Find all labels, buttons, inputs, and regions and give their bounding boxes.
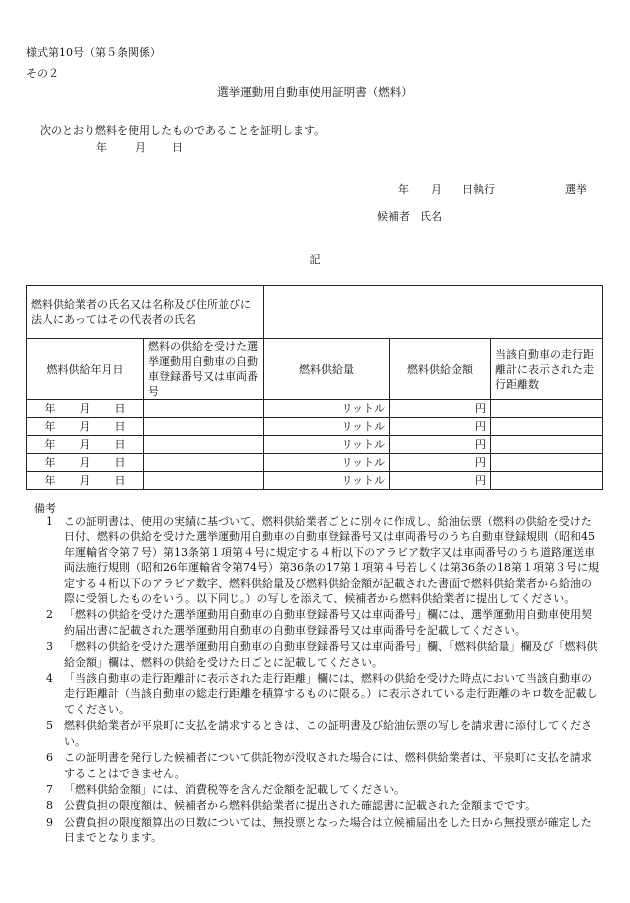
date-cell[interactable]: 年 月 日: [27, 454, 144, 472]
notes-list: [46, 514, 602, 847]
table-row: [27, 472, 603, 490]
header-vehicle: 燃料の供給を受けた選挙運動用自動車の自動車登録番号又は車両番号: [144, 339, 264, 400]
amount-cell[interactable]: リットル: [264, 400, 390, 418]
distance-cell[interactable]: [491, 454, 603, 472]
supplier-row: [27, 286, 603, 339]
date-cell[interactable]: 年 月 日: [27, 400, 144, 418]
table-header-row: [27, 339, 603, 400]
note-item: [46, 815, 602, 846]
note-item: [46, 718, 602, 749]
table-row: [27, 454, 603, 472]
header-price: 燃料供給金額: [390, 339, 491, 400]
note-number: 4: [46, 672, 53, 686]
note-number: 2: [46, 608, 53, 622]
header-date: 燃料供給年月日: [27, 339, 144, 400]
note-item: [46, 639, 602, 670]
note-number: 5: [46, 719, 53, 733]
note-item: [46, 671, 602, 717]
amount-cell[interactable]: リットル: [264, 436, 390, 454]
note-number: 6: [46, 751, 53, 765]
date-day: 日: [172, 141, 183, 154]
candidate-name-label: 氏名: [420, 210, 442, 223]
note-text: 「燃料供給金額」には、消費税等を含んだ金額を記載してください。: [64, 782, 405, 796]
amount-cell[interactable]: リットル: [264, 454, 390, 472]
distance-cell[interactable]: [491, 400, 603, 418]
note-number: 8: [46, 799, 53, 813]
note-text: この証明書を発行した候補者について供託物が没収された場合には、燃料供給業者は、平泉町に支払を請求することはできません。: [64, 751, 592, 780]
election-day-exec: 日執行: [462, 183, 495, 196]
election-year: 年: [398, 183, 409, 196]
price-cell[interactable]: 円: [390, 418, 491, 436]
table-row: [27, 400, 603, 418]
date-cell[interactable]: 年 月 日: [27, 436, 144, 454]
election-label: 選挙: [565, 183, 587, 196]
date-cell[interactable]: 年 月 日: [27, 418, 144, 436]
certification-statement: 次のとおり燃料を使用したものであることを証明します。: [40, 124, 326, 137]
document-title: 選挙運動用自動車使用証明書（燃料）: [217, 85, 413, 99]
distance-cell[interactable]: [491, 418, 603, 436]
candidate-label: 候補者: [377, 210, 410, 223]
vehicle-cell[interactable]: [144, 454, 264, 472]
candidate-line: [377, 208, 442, 224]
header-amount: 燃料供給量: [264, 339, 390, 400]
note-text: 公費負担の限度額算出の日数については、無投票となった場合は立候補届出をした日から無投票が確定した日までとなります。: [64, 815, 592, 845]
form-number: 様式第10号（第５条関係）: [26, 46, 161, 59]
note-text: 公費負担の限度額は、候補者から燃料供給業者に提出された確認書に記載された金額までです。: [64, 799, 537, 813]
note-item: [46, 514, 602, 606]
sub-number: その２: [26, 67, 59, 80]
price-cell[interactable]: 円: [390, 472, 491, 490]
amount-cell[interactable]: リットル: [264, 418, 390, 436]
date-month: 月: [135, 141, 146, 154]
price-cell[interactable]: 円: [390, 454, 491, 472]
date-cell[interactable]: 年 月 日: [27, 472, 144, 490]
note-text: 「燃料の供給を受けた選挙運動用自動車の自動車登録番号又は車両番号」欄、「燃料供給量」欄及び「燃料供給金額」欄は、燃料の供給を受けた日ごとに記載してください。: [64, 640, 598, 669]
note-number: 9: [46, 815, 53, 829]
vehicle-cell[interactable]: [144, 472, 264, 490]
vehicle-cell[interactable]: [144, 400, 264, 418]
note-item: [46, 607, 602, 638]
election-date-line: [398, 181, 587, 197]
vehicle-cell[interactable]: [144, 436, 264, 454]
supplier-label-cell: 燃料供給業者の氏名又は名称及び住所並びに法人にあってはその代表者の氏名: [27, 286, 264, 339]
table-row: [27, 418, 603, 436]
note-item: [46, 798, 602, 813]
price-cell[interactable]: 円: [390, 400, 491, 418]
note-item: [46, 750, 602, 781]
note-text: 燃料供給業者が平泉町に支払を請求するときは、この証明書及び給油伝票の写しを請求書に添付してください。: [64, 719, 592, 748]
note-number: 1: [46, 515, 53, 528]
note-text: 「当該自動車の走行距離計に表示された走行距離」欄には、燃料の供給を受けた時点において当該自動車の走行距離計（当該自動車の総走行距離を積算するものに限る。）に表示されている走行距離のキロ数を記載してください。: [64, 672, 598, 716]
amount-cell[interactable]: リットル: [264, 472, 390, 490]
supplier-value-cell[interactable]: [264, 286, 603, 339]
table-row: [27, 436, 603, 454]
note-item: [46, 782, 602, 797]
election-month: 月: [431, 183, 442, 196]
price-cell[interactable]: 円: [390, 436, 491, 454]
note-text: 「燃料の供給を受けた選挙運動用自動車の自動車登録番号又は車両番号」欄には、選挙運動用自動車使用契約届出書に記載された選挙運動用自動車の自動車登録番号又は車両番号を記載してください。: [64, 608, 592, 637]
note-number: 3: [46, 640, 53, 654]
distance-cell[interactable]: [491, 472, 603, 490]
note-text: この証明書は、使用の実績に基づいて、燃料供給業者ごとに別々に作成し、給油伝票（燃料の供給を受けた日付、燃料の供給を受けた選挙運動用自動車の自動車登録番号又は車両番号のうち自動車登録規則（昭和45年運輸省令第７号）第13条第１項第４号に規定する４桁以下のアラビア数字又は車両番号のうち道路運送車両法施行規則（昭和26年運輸省令第74号）第36条の17第１項第４号若しくは第36条の18第１項第３号に規定する４桁以下のアラビア数字、燃料供給量及び燃料供給金額が記載された書面で燃料供給業者から給油の際に受領したものをいう。以下同じ。）の写しを添えて、候補者から燃料供給業者に提出してください。: [64, 515, 599, 606]
header-distance: 当該自動車の走行距離計に表示された走行距離数: [491, 339, 603, 400]
vehicle-cell[interactable]: [144, 418, 264, 436]
ki-heading: 記: [309, 253, 321, 266]
notes-label: 備考: [34, 502, 56, 515]
note-number: 7: [46, 782, 53, 796]
date-year: 年: [96, 141, 107, 154]
fuel-table: [26, 285, 603, 490]
certification-date: [96, 139, 183, 155]
distance-cell[interactable]: [491, 436, 603, 454]
